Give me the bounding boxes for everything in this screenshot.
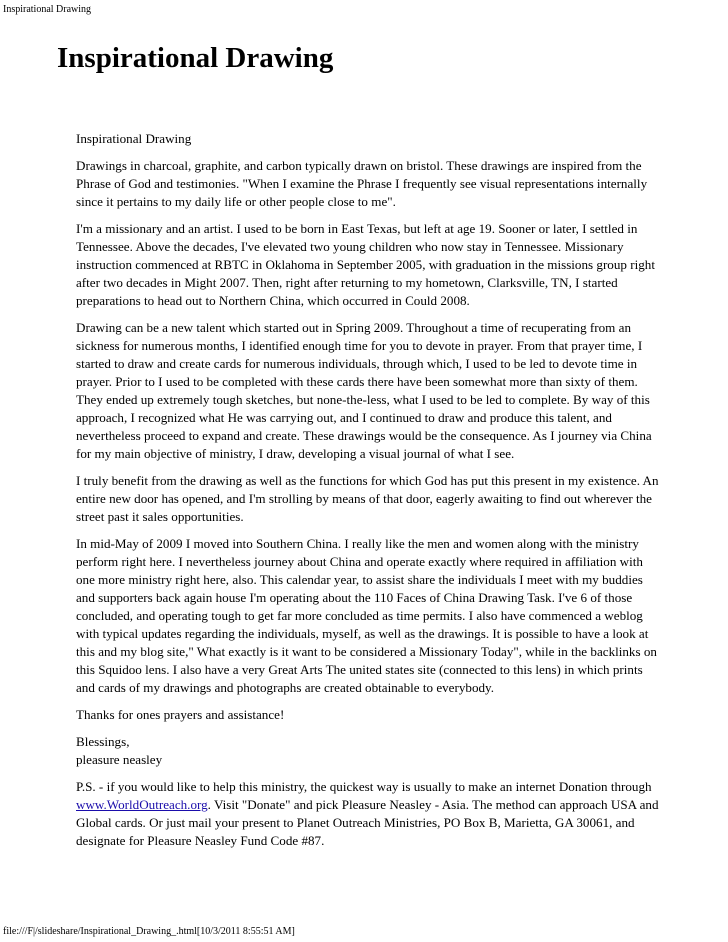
article-heading: Inspirational Drawing [76,131,192,146]
article-body [76,130,661,859]
ps-text-before-link: P.S. - if you would like to help this ministry, the quickest way is usually to make an internet Donation through [76,779,652,794]
page-title: Inspirational Drawing [57,42,334,74]
paragraph-biography: I'm a missionary and an artist. I used to be born in East Texas, but left at age 19. Sooner or later, I settled in Tennessee. Above the decades, I've elevated two young children who now stay in Tennessee. Missionary instruction commenced at RBTC in Oklahoma in September 2005, with graduation in the missions group right after two decades in Might 2007. Then, right after returning to my hometown, Clarksville, TN, I started preparations to head out to Northern China, which occurred in Could 2008. [76,221,655,308]
closing-text: Blessings, [76,734,130,749]
paragraph-drawing-origin: Drawing can be a new talent which started out in Spring 2009. Throughout a time of recuperating from an sickness for numerous months, I identified enough time for you to devote in prayer. From that prayer time, I started to draw and create cards for numerous individuals, through which, I used to be led to devote time in prayer. Prior to I used to be completed with these cards there have been somewhat more than sixty of them. They ended up extremely tough sketches, but none-the-less, what I used to be led to complete. By way of this approach, I recognized what He was carrying out, and I continued to draw and produce this talent, and nevertheless proceed to expand and create. These drawings would be the consequence. As I journey via China for my main objective of ministry, I draw, developing a visual journal of what I see. [76,320,652,461]
print-footer: file:///F|/slideshare/Inspirational_Drawing_.html[10/3/2011 8:55:51 AM] [3,926,295,937]
paragraph-southern-china: In mid-May of 2009 I moved into Southern China. I really like the men and women along with the ministry perform right here. I nevertheless journey about China and operate exactly where required in affiliation with one more ministry right here, also. This calendar year, to assist share the individuals I meet with my buddies and supporters back again house I'm operating about the 110 Faces of China Drawing Task. I've 6 of those concluded, and operating tough to get far more concluded as time permits. I also have commenced a weblog with typical updates regarding the individuals, myself, as well as the drawings. It is possible to have a look at this and my blog site," What exactly is it want to be considered a Missionary Today", while in the backlinks on this Squidoo lens. I also have a very Great Arts The united states site (connected to this lens) in which prints and cards of my drawings and photographs are created obtainable to everybody. [76,536,657,695]
signature-text: pleasure neasley [76,752,163,767]
closing-block [76,733,661,769]
paragraph-intro: Drawings in charcoal, graphite, and carbon typically drawn on bristol. These drawings are inspired from the Phrase of God and testimonies. "When I examine the Phrase I frequently see visual representations internally since it pertains to my daily life or other people close to me". [76,158,648,209]
print-header: Inspirational Drawing [3,4,92,15]
paragraph-postscript [76,778,661,850]
ps-text-after-link: . Visit "Donate" and pick Pleasure Neasley - Asia. The method can approach USA and Global cards. Or just mail your present to Planet Outreach Ministries, PO Box B, Marietta, GA 30061, and designate for Pleasure Neasley Fund Code #87. [76,797,659,848]
paragraph-new-door: I truly benefit from the drawing as well as the functions for which God has put this present in my existence. An entire new door has opened, and I'm strolling by means of that door, eagerly awaiting to find out wherever the street past it sales opportunities. [76,473,659,524]
world-outreach-link[interactable]: www.WorldOutreach.org [76,797,208,812]
paragraph-thanks: Thanks for ones prayers and assistance! [76,707,285,722]
